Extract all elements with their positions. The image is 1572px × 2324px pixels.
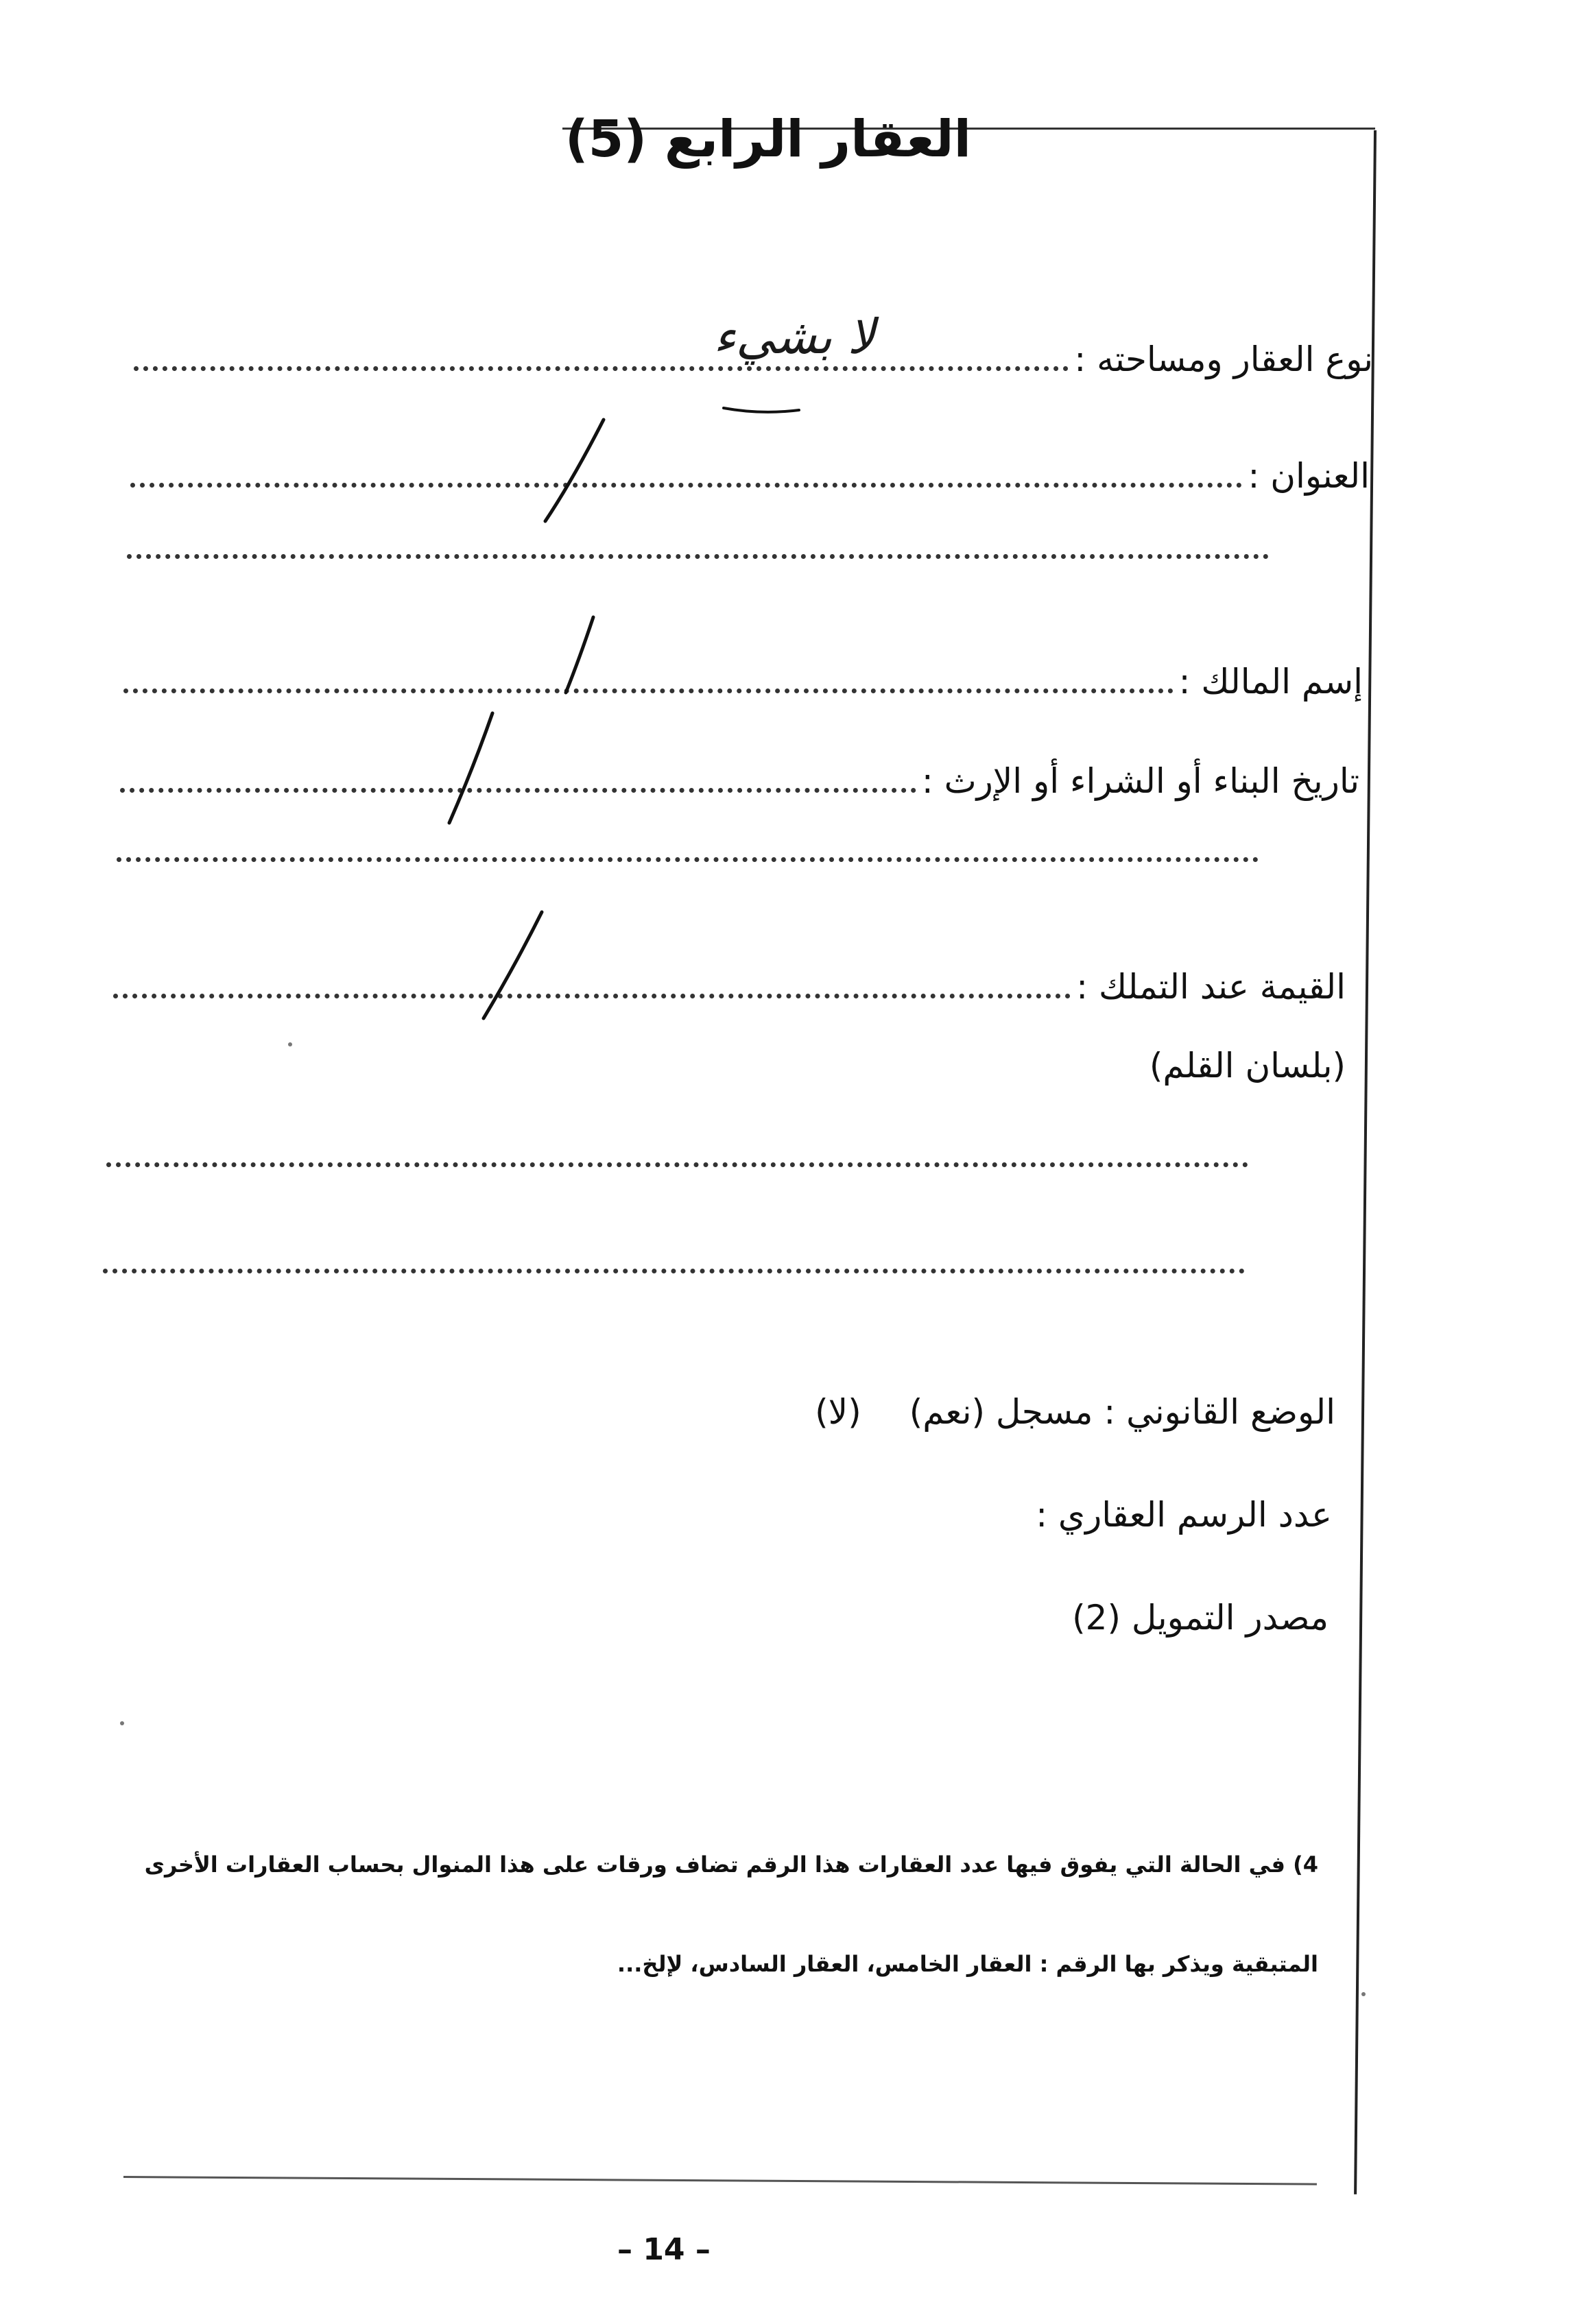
acquisition-date-label: تاريخ البناء أو الشراء أو الإرث : (921, 761, 1359, 801)
page-title: العقار الرابع (5) (564, 110, 972, 169)
slash-mark-value (484, 912, 542, 1018)
slash-mark-address (545, 420, 604, 521)
slash-mark-date (449, 713, 492, 823)
slash-mark-owner (566, 617, 593, 693)
scan-speck (1361, 1992, 1366, 1996)
legal-status-label: الوضع القانوني : مسجل (نعم) (909, 1392, 1335, 1432)
property-type-handwritten-value: لا بشيء (713, 309, 875, 365)
acquisition-value-label: القيمة عند التملك : (1076, 967, 1346, 1007)
scan-speck (288, 1042, 292, 1046)
owner-label: إسم المالك : (1178, 662, 1363, 702)
title-deed-label: عدد الرسم العقاري : (1036, 1495, 1332, 1535)
address-label: العنوان : (1248, 456, 1370, 496)
property-type-label: نوع العقار ومساحته : (1074, 339, 1373, 379)
underline-stroke (724, 408, 799, 412)
funding-source-label: مصدر التمويل (2) (1072, 1598, 1329, 1638)
legal-status-no-option[interactable]: (لا) (815, 1392, 861, 1432)
footnote-line-2: المتبقية ويذكر بها الرقم : العقار الخامس، العقار السادس، لإلخ... (617, 1951, 1318, 1977)
value-in-words-label: (بلسان القلم) (1149, 1046, 1346, 1086)
scan-speck (120, 1721, 124, 1725)
page-number: – 14 – (617, 2232, 711, 2267)
footnote-line-1: 4) في الحالة التي يفوق فيها عدد العقارات هذا الرقم تضاف ورقات على هذا المنوال بحساب العقارات الأخرى (144, 1852, 1318, 1878)
